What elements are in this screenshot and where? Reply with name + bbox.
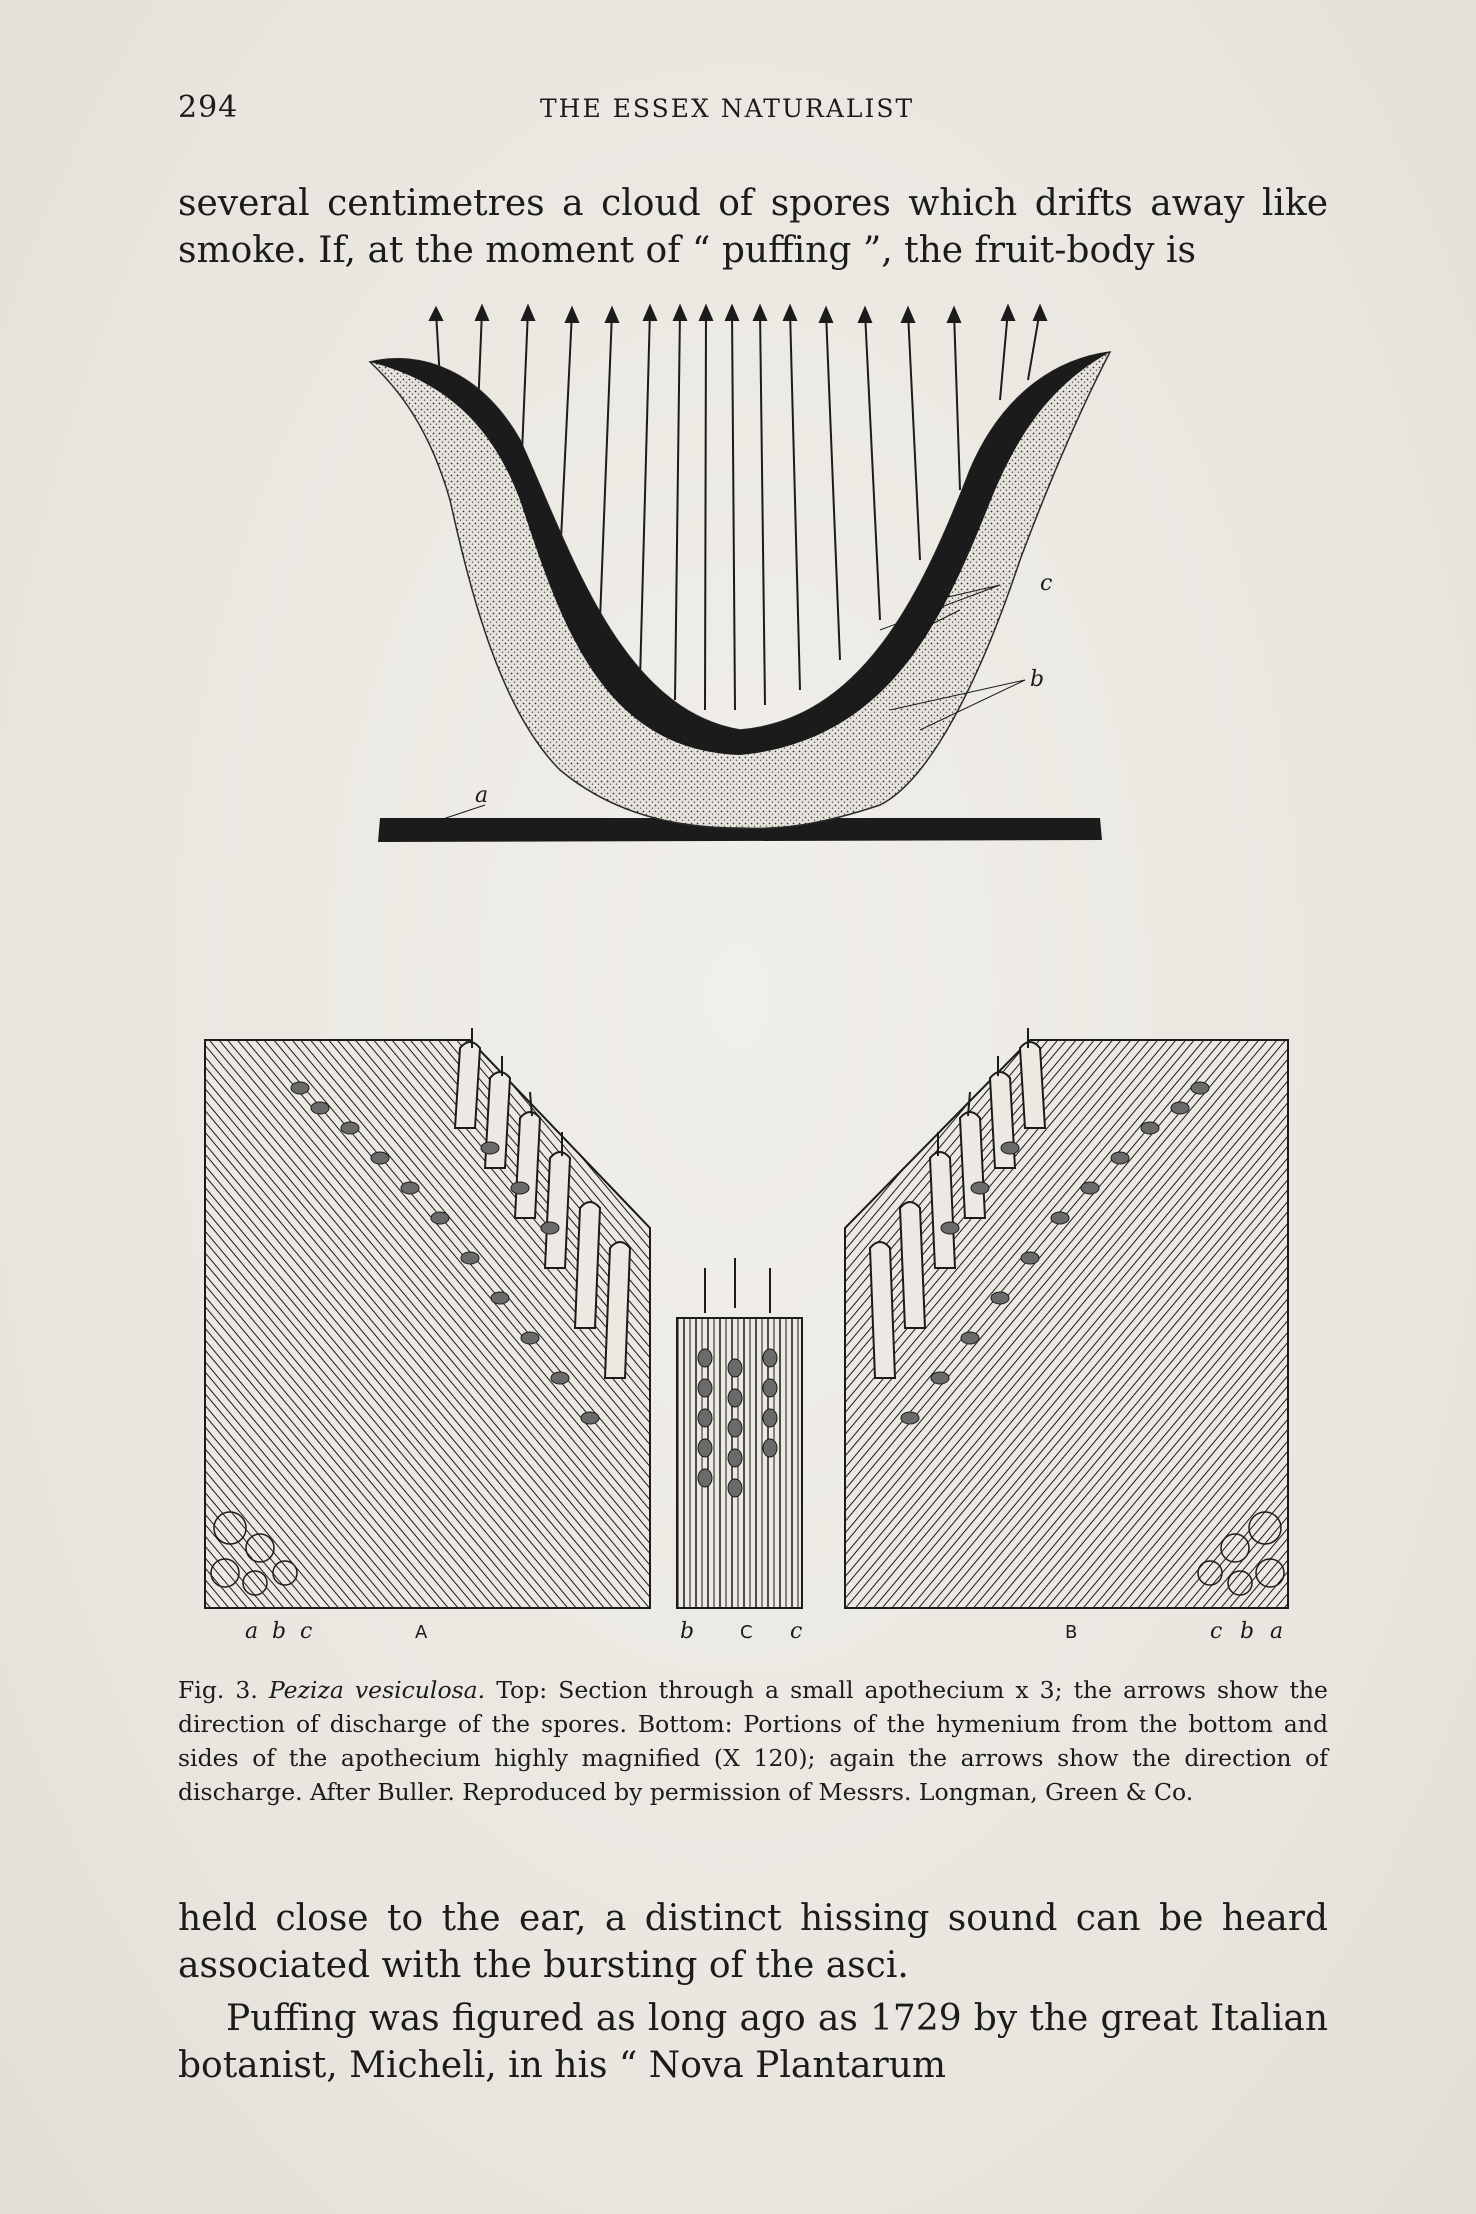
label-c-bottom-left: c — [300, 1619, 313, 1644]
running-head — [178, 90, 1328, 130]
bottom-paragraph-2: Puffing was figured as long ago as 1729 by the great Italian botanist, Micheli, in his “ Nova Plantarum — [178, 1998, 1328, 2086]
bottom-paragraph-1: held close to the ear, a distinct hissing sound can be heard associated with the bursting of the asci. — [178, 1898, 1328, 1986]
panel-c — [677, 1258, 802, 1608]
label-b-bottom-left: b — [272, 1619, 287, 1644]
page-number: 294 — [178, 90, 239, 125]
panel-a — [205, 1028, 650, 1608]
label-a-bottom-right: a — [1270, 1619, 1284, 1644]
journal-title: THE ESSEX NATURALIST — [540, 94, 915, 123]
label-a-bottom-left: a — [245, 1619, 259, 1644]
label-c-center: c — [790, 1619, 803, 1644]
apothecium-section-figure — [360, 300, 1140, 860]
label-b: b — [1030, 667, 1045, 692]
panel-label-c: C — [740, 1622, 753, 1643]
figure-caption — [178, 1673, 1328, 1809]
top-paragraph: several centimetres a cloud of spores which drifts away like smoke. If, at the moment of “ puffing ”, the fruit-body is — [178, 183, 1328, 271]
label-c: c — [1040, 571, 1053, 596]
label-b-bottom-right: b — [1240, 1619, 1255, 1644]
label-c-bottom-right: c — [1210, 1619, 1223, 1644]
caption-text: Top: Section through a small apothecium x 3; the arrows show the direction of discharge of the spores. Bottom: Portions of the hymenium from the bottom and sides of the apothecium highly magnified (X 120); again the arrows show the direction of discharge. After Buller. Reproduced by permission of Messrs. Longman, Green & Co. — [178, 1676, 1328, 1806]
hymenium-detail-figure — [190, 1028, 1320, 1648]
caption-fig-label: Fig. 3. — [178, 1676, 258, 1704]
panel-b — [845, 1028, 1288, 1608]
label-b-center: b — [680, 1619, 695, 1644]
panel-label-a: A — [415, 1622, 428, 1643]
caption-species: Peziza vesiculosa. — [268, 1676, 486, 1704]
panel-label-b: B — [1065, 1622, 1078, 1643]
label-a: a — [475, 783, 489, 808]
